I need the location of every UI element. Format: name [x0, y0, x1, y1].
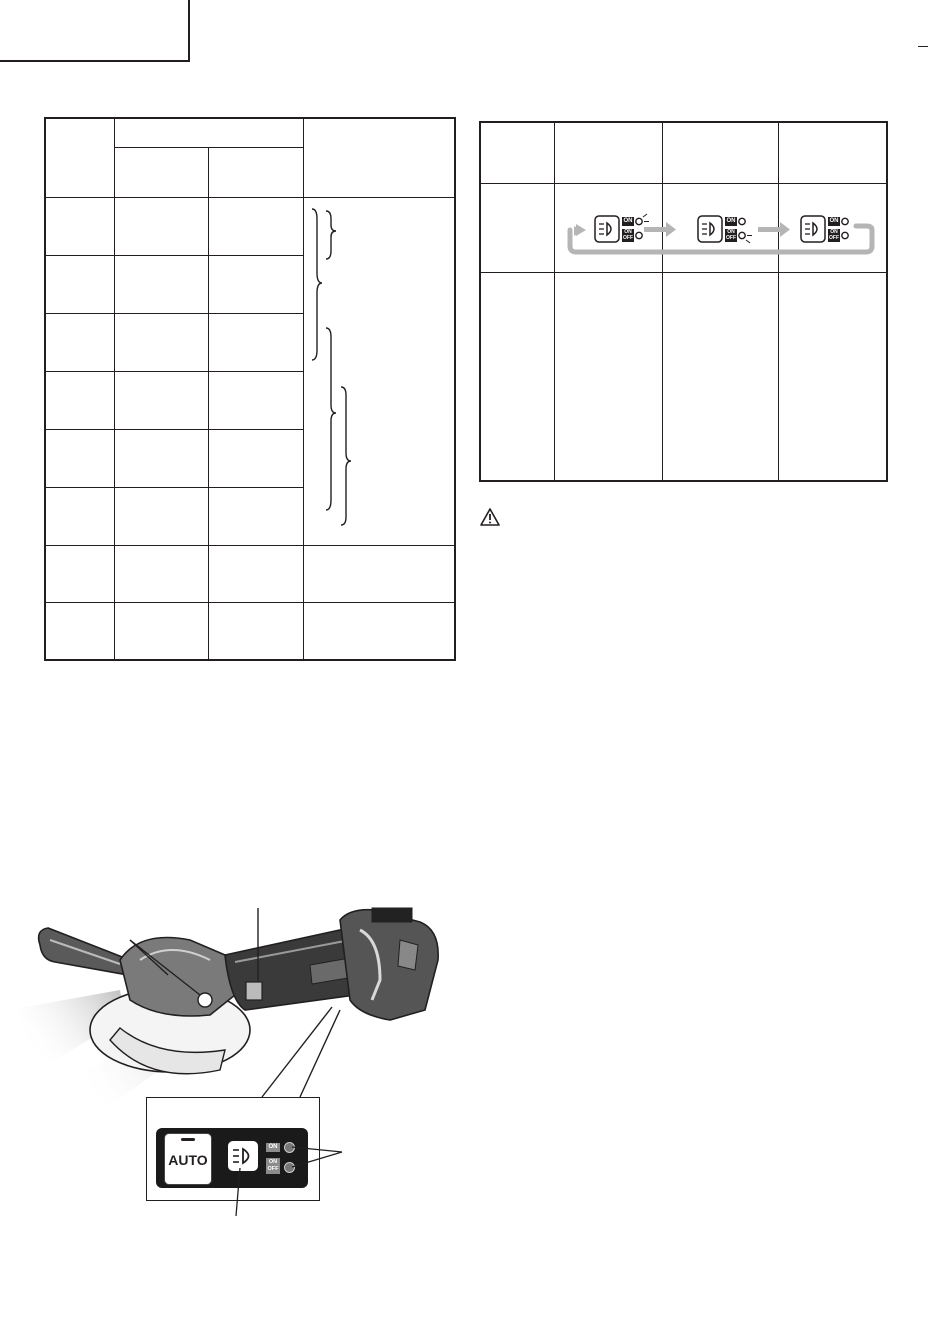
light-mode-table [479, 121, 888, 482]
speed-table-col-divider-1 [114, 118, 115, 659]
step-2-on-label: ON [726, 218, 736, 224]
step-3-on-label: ON [829, 218, 839, 224]
light-mode-step-2 [697, 214, 757, 246]
step-2-onoff-top-label: ON [727, 229, 735, 235]
light-table-col-divider-1 [554, 122, 555, 480]
step-1-onoff-bottom-label: OFF [623, 235, 633, 241]
light-table-row-line [481, 272, 886, 273]
step-3-onoff-bottom-label: OFF [829, 235, 839, 241]
indicator-onoff-bottom-label: OFF [267, 1166, 279, 1172]
section-tab [0, 0, 190, 62]
indicator-onoff-top-label: ON [268, 1159, 278, 1165]
light-mode-step-1 [594, 214, 654, 246]
speed-table-row-line [46, 255, 303, 256]
step-3-onoff-top-label: ON [830, 229, 838, 235]
auto-button-indicator [181, 1138, 195, 1141]
step-2-onoff-bottom-label: OFF [726, 235, 736, 241]
speed-table-row-line [46, 602, 454, 603]
speed-table-row-line [46, 487, 303, 488]
speed-table-row-line [46, 371, 303, 372]
light-table-col-divider-3 [778, 122, 779, 480]
light-table-row-line [481, 183, 886, 184]
step-1-on-label: ON [623, 218, 633, 224]
speed-table-row-line [46, 545, 454, 546]
indicator-on-label: ON [268, 1144, 278, 1150]
step-1-onoff-top-label: ON [624, 229, 632, 235]
corner-mark [918, 46, 928, 47]
speed-table-row-line [46, 313, 303, 314]
speed-table-row-line [46, 429, 303, 430]
inset-leader-lines [230, 1140, 360, 1220]
auto-button[interactable] [164, 1133, 212, 1185]
speed-table-header-sub-line [114, 147, 303, 148]
light-mode-step-3 [800, 214, 860, 246]
auto-button-label: AUTO [168, 1152, 208, 1168]
warning-triangle-icon [480, 508, 500, 526]
grouping-braces [300, 195, 460, 545]
light-table-col-divider-2 [662, 122, 663, 480]
speed-table-col-divider-2 [208, 147, 209, 659]
